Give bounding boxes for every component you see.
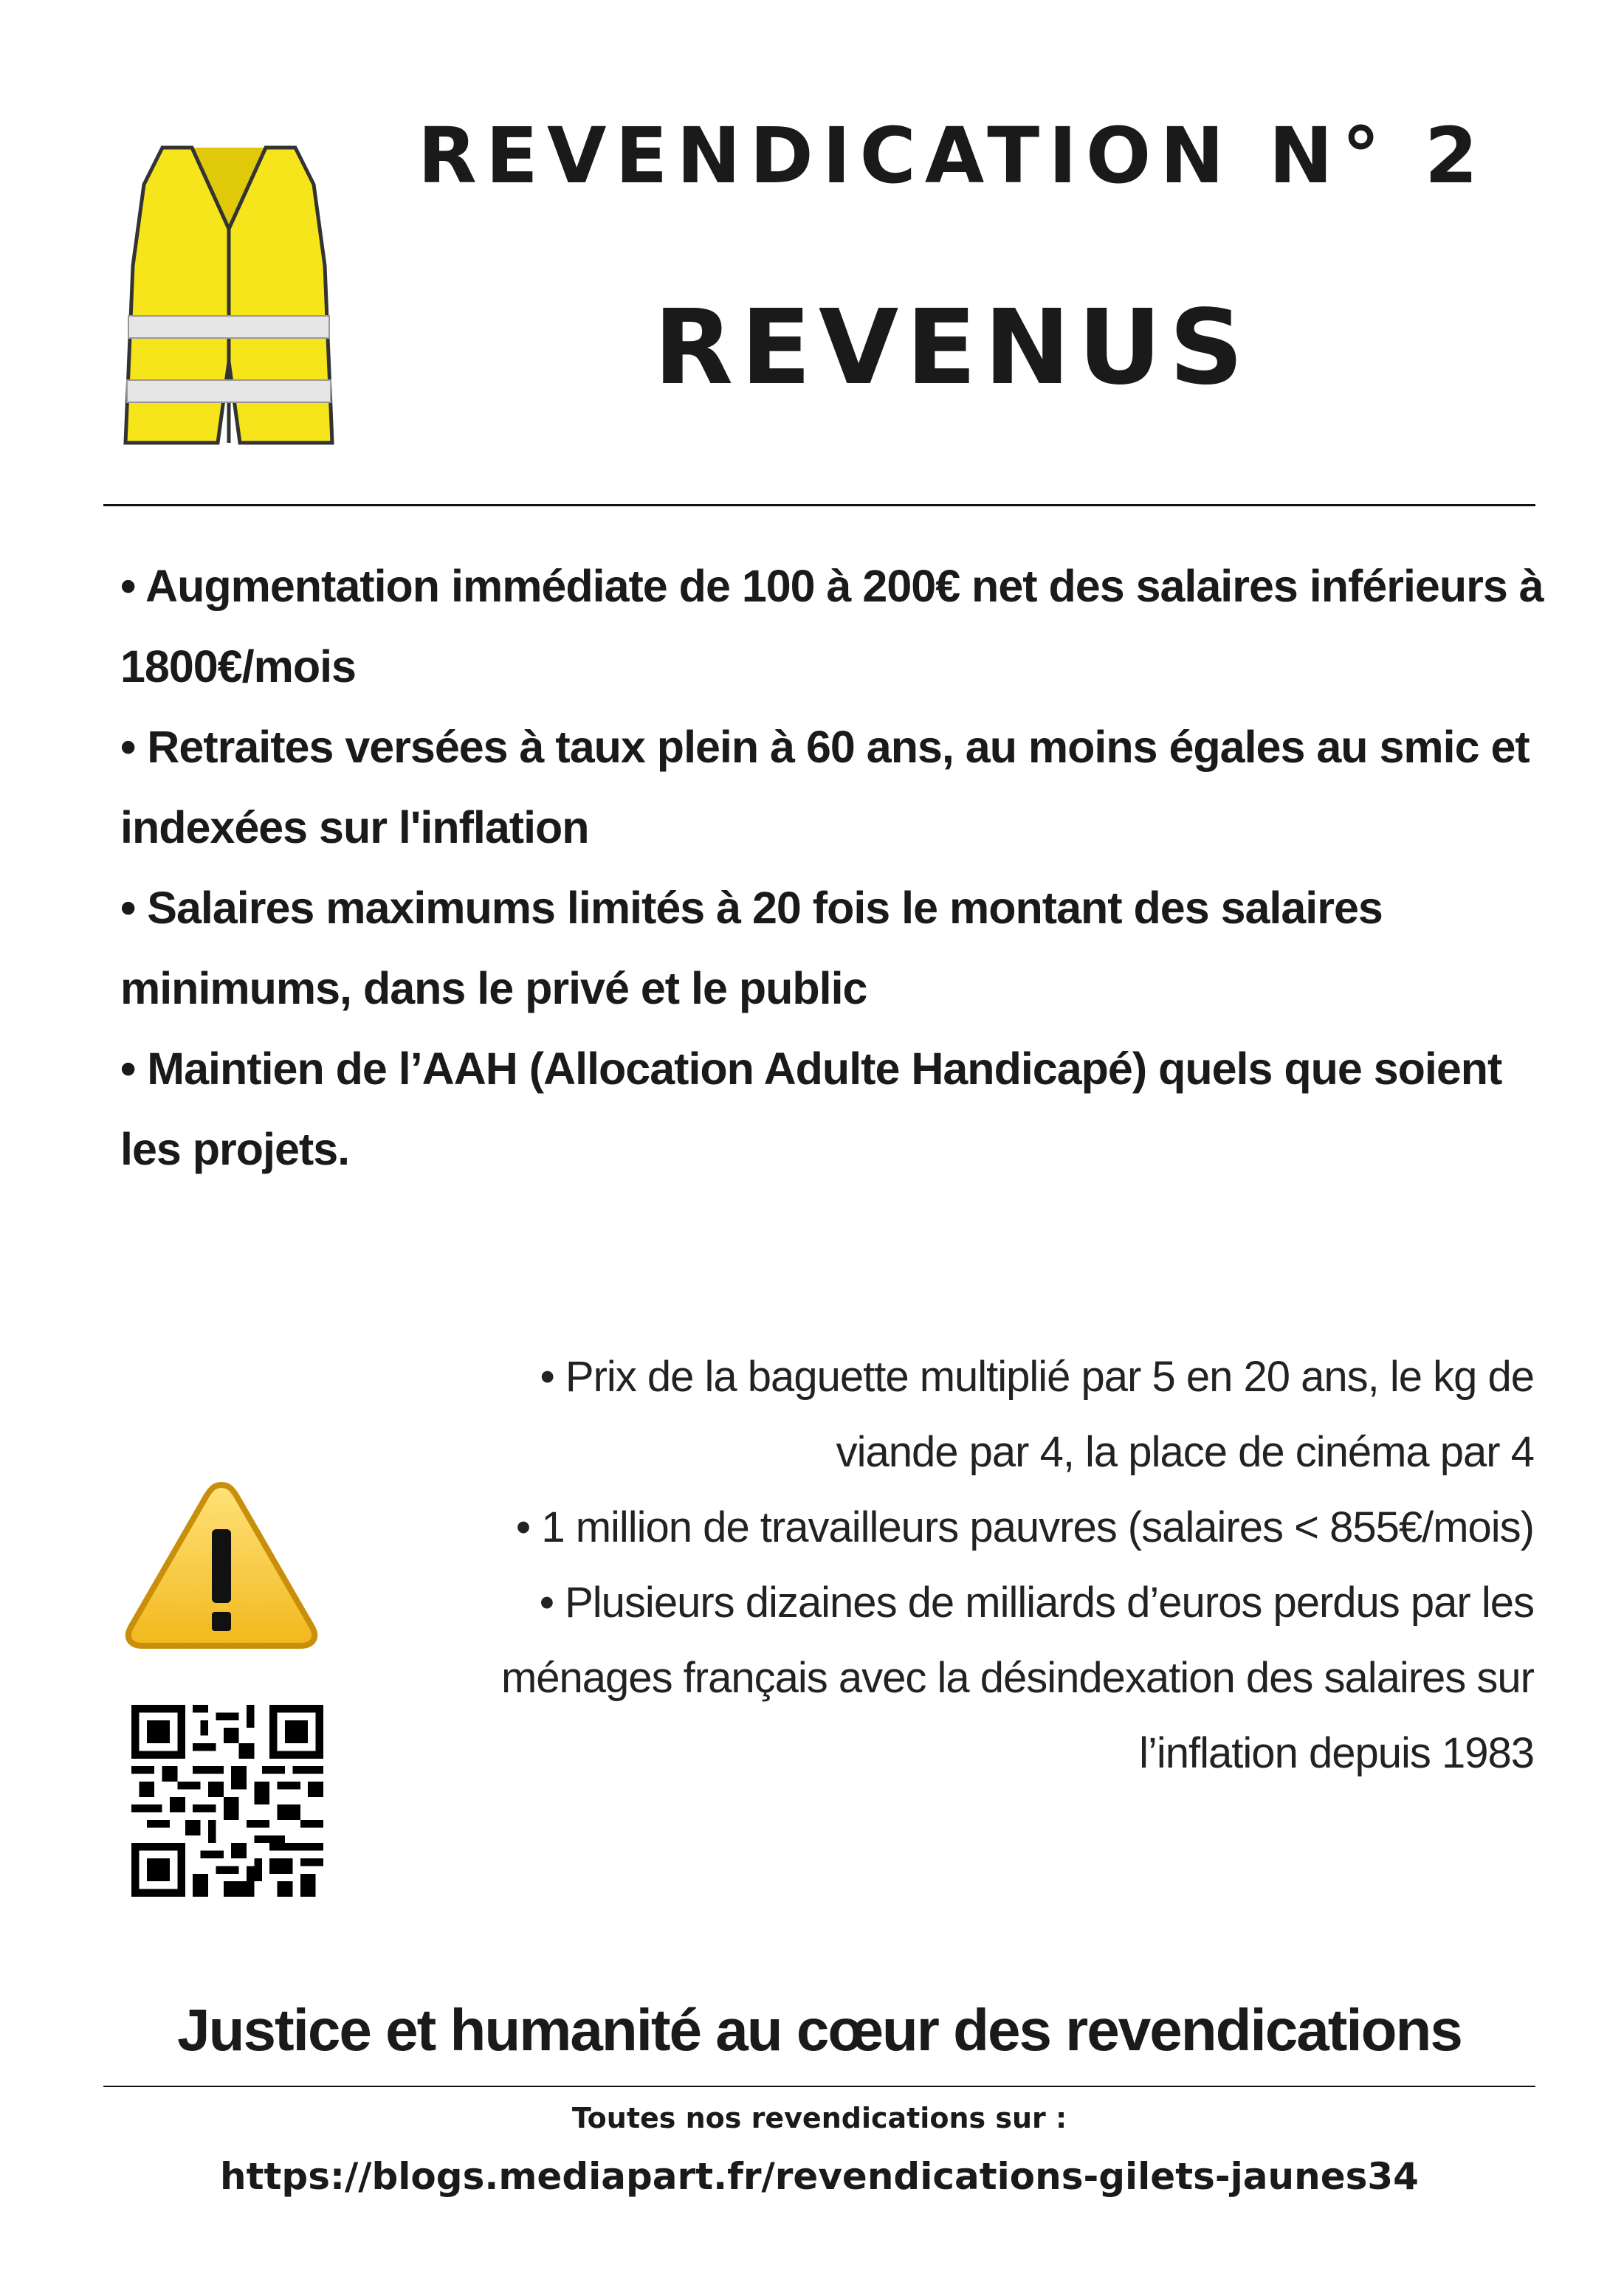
- fact-item: • Plusieurs dizaines de milliards d’euros perdus par les ménages français avec la désindexation des salaires sur l’inflation depuis 1983: [500, 1579, 1534, 1777]
- slogan: Justice et humanité au cœur des revendications: [177, 1997, 1462, 2063]
- qr-code-icon: [131, 1705, 323, 1897]
- page-title: REVENDICATION N° 2: [417, 111, 1487, 201]
- fact-item: • 1 million de travailleurs pauvres (salaires < 855€/mois): [515, 1503, 1534, 1551]
- warning-icon: [122, 1476, 321, 1653]
- footer-note: Toutes nos revendications sur :: [571, 2102, 1067, 2134]
- footer-url-link[interactable]: https://blogs.mediapart.fr/revendications-gilets-jaunes34: [220, 2155, 1419, 2198]
- demands-list: [120, 546, 1545, 1190]
- demand-item: • Augmentation immédiate de 100 à 200€ net des salaires inférieurs à 1800€/mois: [120, 561, 1544, 692]
- divider: [103, 2086, 1535, 2087]
- divider: [103, 504, 1535, 506]
- demand-item: • Salaires maximums limités à 20 fois le montant des salaires minimums, dans le privé et le public: [120, 883, 1383, 1013]
- yellow-vest-icon: [111, 140, 347, 450]
- fact-item: • Prix de la baguette multiplié par 5 en 20 ans, le kg de viande par 4, la place de cinéma par 4: [540, 1353, 1534, 1476]
- page-subtitle: REVENUS: [653, 288, 1251, 408]
- demand-item: • Retraites versées à taux plein à 60 ans, au moins égales au smic et indexées sur l'inflation: [120, 722, 1530, 852]
- demand-item: • Maintien de l’AAH (Allocation Adulte Handicapé) quels que soient les projets.: [120, 1044, 1502, 1174]
- facts-list: [413, 1340, 1534, 1791]
